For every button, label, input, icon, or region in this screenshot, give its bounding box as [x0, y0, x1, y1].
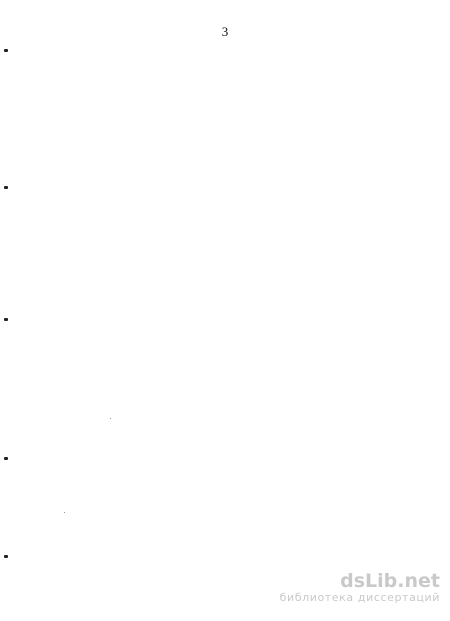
scan-speck — [110, 418, 111, 419]
watermark-logo: dsLib.net — [340, 570, 440, 592]
scan-mark — [4, 186, 8, 189]
scan-speck — [64, 512, 65, 513]
scan-mark — [4, 318, 8, 321]
page-number: 3 — [221, 24, 229, 39]
scan-mark — [4, 49, 8, 52]
watermark-subtitle: библиотека диссертаций — [279, 591, 440, 604]
scan-mark — [4, 457, 8, 460]
watermark — [280, 571, 440, 605]
scan-mark — [4, 555, 8, 558]
